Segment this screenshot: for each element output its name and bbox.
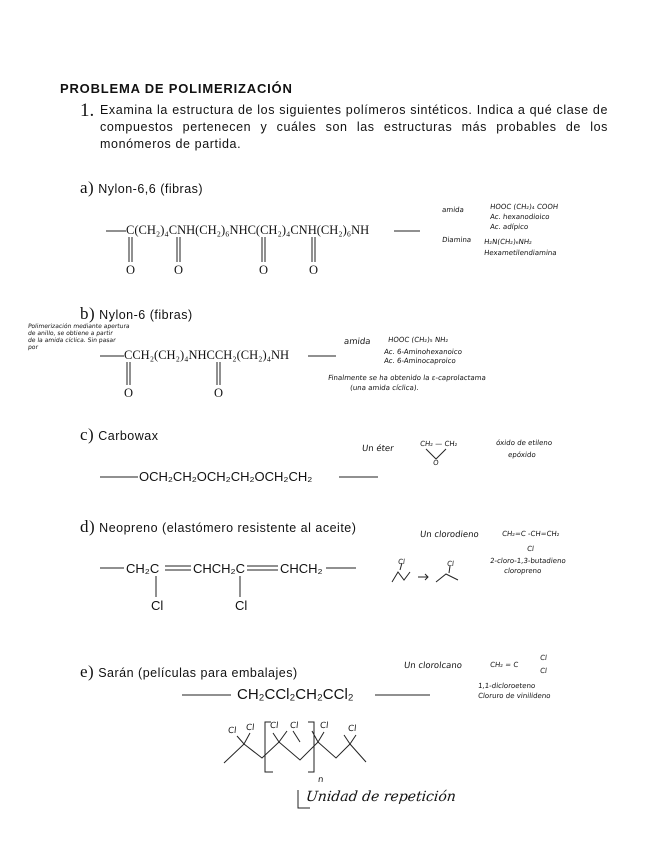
part-e-zig-cl-1: Cl — [227, 726, 237, 736]
part-a-o-1: O — [126, 263, 136, 277]
part-a-note-adipico: Ac. adípico — [489, 223, 529, 231]
part-b-note-aminocaproico: Ac. 6-Aminocaproico — [383, 357, 457, 365]
question-number: 1. — [80, 100, 95, 121]
part-c-note-eter: Un éter — [361, 444, 395, 454]
part-e-heading — [80, 662, 298, 682]
part-a-note-hexametilendiamina: Hexametilendiamina — [483, 249, 558, 257]
part-c-note-epoxide-o: O — [432, 459, 439, 467]
part-d-note-formula: CH₂=C -CH=CH₂ — [501, 530, 560, 538]
part-a-letter: a) — [80, 178, 95, 197]
part-d-name: Neopreno (elastómero resistente al aceite) — [99, 521, 357, 535]
part-d-formula-1: CH₂C — [126, 561, 160, 576]
part-e-zig-cl-2: Cl — [245, 723, 255, 733]
part-d-cl-2: Cl — [235, 598, 248, 613]
part-e-formula: CH₂CCl₂CH₂CCl₂ — [237, 686, 354, 703]
part-d-note-clorodieno: Un clorodieno — [419, 530, 480, 540]
part-a-note-diamine-formula: H₂N(CH₂)₆NH₂ — [483, 238, 533, 246]
part-a-formula: C(CH₂)₄CNH(CH₂)₆NHC(CH₂)₄CNH(CH₂)₆NH — [126, 223, 370, 237]
part-c-note-epoxide-chain: CH₂ — CH₂ — [419, 440, 458, 448]
part-e-zig-cl-5: Cl — [319, 721, 329, 731]
part-b-side-note-2: de anillo, se obtiene a partir — [27, 330, 114, 337]
part-c-formula: OCH₂CH₂OCH₂CH₂OCH₂CH₂ — [139, 469, 313, 484]
part-e-note-vinilideno: Cloruro de vinilideno — [477, 692, 551, 700]
part-e-note-clorolcano: Un clorolcano — [403, 661, 463, 671]
question-text: Examina la estructura de los siguientes polímeros sintéticos. Indica a qué clase de compuestos pertenecen y cuáles son las estructuras más probables de los monómeros de partida. — [100, 103, 608, 151]
part-c-name: Carbowax — [98, 429, 159, 443]
part-a-note-hexanodioico: Ac. hexanodioico — [489, 213, 550, 221]
part-d-note-clorobutadieno: 2-cloro-1,3-butadieno — [489, 557, 567, 565]
part-b-letter: b) — [80, 304, 96, 323]
part-a-heading — [80, 178, 203, 198]
part-c-note-epoxido: epóxido — [507, 451, 537, 459]
part-b-side-note-4: por — [27, 344, 39, 351]
part-e-zig-cl-4: Cl — [289, 721, 299, 731]
part-a-note-amida: amida — [441, 206, 465, 214]
part-e-note-cl-bottom: Cl — [539, 667, 548, 675]
part-e-note-formula: CH₂ = C — [489, 661, 519, 669]
part-c-note-oxido-etileno: óxido de etileno — [495, 439, 553, 447]
part-d-note-cloropreno: cloropreno — [503, 567, 542, 575]
part-a-o-3: O — [259, 263, 269, 277]
part-e-note-cl-top: Cl — [539, 654, 548, 662]
part-a-note-diacid: HOOC (CH₂)₄ COOH — [489, 203, 559, 211]
part-b-o-2: O — [214, 386, 224, 400]
part-e-zig-cl-3: Cl — [269, 721, 279, 731]
part-c-heading — [80, 425, 159, 445]
part-e-note-dicloroeteno: 1,1-dicloroeteno — [477, 682, 536, 690]
part-b-side-note-1: Polimerización mediante apertura — [27, 323, 131, 330]
part-b-name: Nylon-6 (fibras) — [99, 308, 193, 322]
part-e-letter: e) — [80, 662, 95, 681]
part-d-heading — [80, 517, 356, 537]
part-a-name: Nylon-6,6 (fibras) — [98, 182, 204, 196]
part-b-note-monomer: HOOC (CH₂)₅ NH₂ — [387, 336, 449, 344]
part-a-o-2: O — [174, 263, 184, 277]
part-a-note-diamina: Diamina — [441, 236, 472, 244]
part-e-zig-cl-6: Cl — [347, 724, 357, 734]
part-d-sketch-cl-1: Cl — [397, 558, 406, 566]
part-c-letter: c) — [80, 425, 95, 444]
part-b-heading — [80, 304, 193, 324]
part-d-cl-1: Cl — [151, 598, 164, 613]
part-e-zig-n: n — [317, 775, 324, 785]
part-b-side-note-3: de la amida cíclica. Sin pasar — [27, 337, 116, 344]
part-b-note-caprolactama: Finalmente se ha obtenido la ε-caprolactama — [327, 374, 487, 382]
part-d-letter: d) — [80, 517, 96, 536]
part-d-formula-3: CHCH₂ — [280, 561, 323, 576]
part-d-note-cl: Cl — [526, 545, 535, 553]
part-b-note-amida: amida — [343, 337, 371, 347]
part-e-name: Sarán (películas para embalajes) — [98, 666, 298, 680]
part-b-note-amida-ciclica: (una amida cíclica). — [349, 384, 420, 392]
part-b-note-aminohexanoico: Ac. 6-Aminohexanoico — [383, 348, 463, 356]
part-a-o-4: O — [309, 263, 319, 277]
part-d-formula-2: CHCH₂C — [193, 561, 245, 576]
part-d-sketch-cl-2: Cl — [446, 560, 455, 568]
part-b-o-1: O — [124, 386, 134, 400]
part-b-formula: CCH₂(CH₂)₄NHCCH₂(CH₂)₄NH — [124, 348, 290, 362]
problem-title: PROBLEMA DE POLIMERIZACIÓN — [60, 81, 293, 96]
part-e-note-unidad-repeticion: Unidad de repetición — [305, 789, 457, 805]
